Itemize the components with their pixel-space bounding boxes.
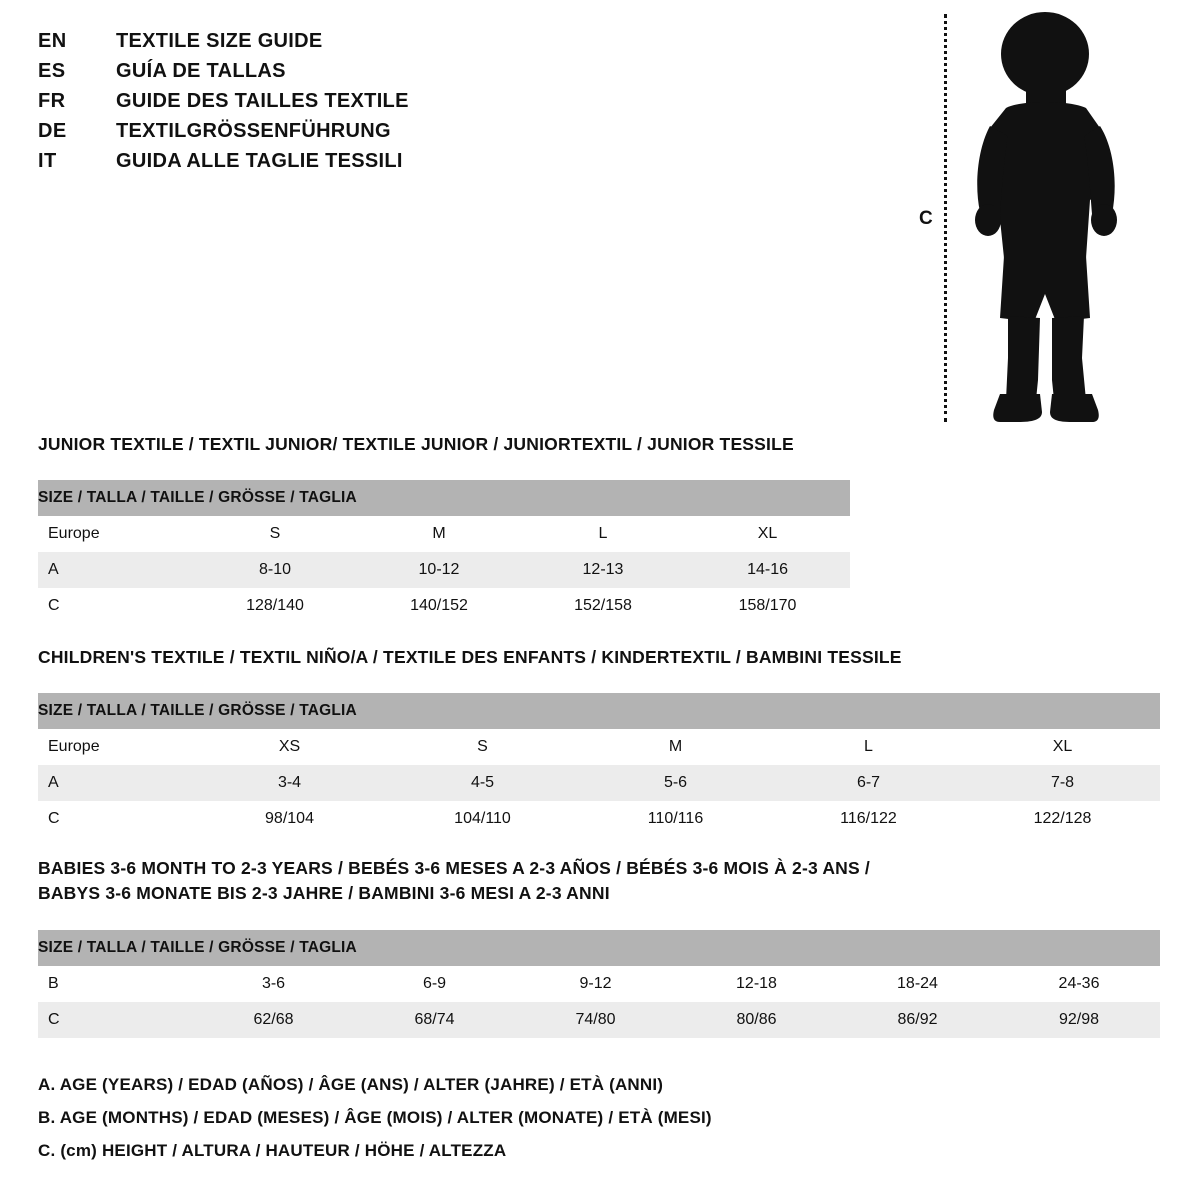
table-babies [38, 930, 1160, 1038]
table-band-children: SIZE / TALLA / TAILLE / GRÖSSE / TAGLIA [38, 693, 1160, 729]
row-label: Europe [38, 729, 193, 765]
table-cell: 18-24 [837, 966, 998, 1002]
table-cell: 62/68 [193, 1002, 354, 1038]
table-cell: 80/86 [676, 1002, 837, 1038]
section-title-children: CHILDREN'S TEXTILE / TEXTIL NIÑO/A / TEXTILE DES ENFANTS / KINDERTEXTIL / BAMBINI TESSILE [38, 647, 902, 667]
table-cell: L [521, 516, 685, 552]
footnote-list [38, 1068, 1038, 1167]
table-cell: 122/128 [965, 801, 1160, 837]
table-cell: 5-6 [579, 765, 772, 801]
table-cell: 128/140 [193, 588, 357, 624]
table-cell: 104/110 [386, 801, 579, 837]
footnote-c: C. (cm) HEIGHT / ALTURA / HAUTEUR / HÖHE / ALTEZZA [38, 1141, 507, 1161]
language-title: TEXTILE SIZE GUIDE [116, 30, 323, 52]
row-label: A [38, 552, 193, 588]
language-code: EN [38, 30, 67, 52]
table-cell: 10-12 [357, 552, 521, 588]
table-band-junior: SIZE / TALLA / TAILLE / GRÖSSE / TAGLIA [38, 480, 850, 516]
row-label: C [38, 588, 193, 624]
footnote-b: B. AGE (MONTHS) / EDAD (MESES) / ÂGE (MOIS) / ALTER (MONATE) / ETÀ (MESI) [38, 1108, 712, 1128]
row-label: B [38, 966, 193, 1002]
language-code: IT [38, 150, 57, 172]
table-cell: 6-7 [772, 765, 965, 801]
section-title-babies-line1: BABIES 3-6 MONTH TO 2-3 YEARS / BEBÉS 3-6 MESES A 2-3 AÑOS / BÉBÉS 3-6 MOIS À 2-3 ANS / [38, 858, 870, 878]
table-band-babies: SIZE / TALLA / TAILLE / GRÖSSE / TAGLIA [38, 930, 1160, 966]
table-cell: M [579, 729, 772, 765]
table-cell: 24-36 [998, 966, 1160, 1002]
table-cell: M [357, 516, 521, 552]
table-cell: 152/158 [521, 588, 685, 624]
measure-c-label: C [916, 206, 936, 232]
language-row [38, 120, 558, 150]
language-row [38, 150, 558, 180]
table-cell: XL [965, 729, 1160, 765]
table-cell: L [772, 729, 965, 765]
language-title: GUÍA DE TALLAS [116, 60, 286, 82]
table-cell: 116/122 [772, 801, 965, 837]
table-cell: 9-12 [515, 966, 676, 1002]
table-row [38, 693, 1160, 729]
table-junior [38, 480, 850, 624]
table-row [38, 588, 850, 624]
child-silhouette-icon [940, 8, 1150, 428]
language-row [38, 90, 558, 120]
table-row [38, 1002, 1160, 1038]
height-measure-figure [900, 8, 1160, 428]
table-cell: 6-9 [354, 966, 515, 1002]
table-cell: 14-16 [685, 552, 850, 588]
table-cell: 7-8 [965, 765, 1160, 801]
table-cell: 92/98 [998, 1002, 1160, 1038]
table-cell: S [193, 516, 357, 552]
table-cell: S [386, 729, 579, 765]
language-title: GUIDA ALLE TAGLIE TESSILI [116, 150, 403, 172]
table-cell: 140/152 [357, 588, 521, 624]
table-children [38, 693, 1160, 837]
section-title-babies [38, 856, 998, 907]
table-cell: 158/170 [685, 588, 850, 624]
table-cell: XS [193, 729, 386, 765]
language-title-list [38, 30, 558, 180]
table-row [38, 516, 850, 552]
language-title: TEXTILGRÖSSENFÜHRUNG [116, 120, 391, 142]
table-row [38, 966, 1160, 1002]
table-cell: 74/80 [515, 1002, 676, 1038]
table-cell: 86/92 [837, 1002, 998, 1038]
row-label: C [38, 1002, 193, 1038]
table-row [38, 930, 1160, 966]
row-label: A [38, 765, 193, 801]
language-code: DE [38, 120, 67, 142]
language-code: FR [38, 90, 66, 112]
table-cell: XL [685, 516, 850, 552]
language-code: ES [38, 60, 66, 82]
row-label: Europe [38, 516, 193, 552]
row-label: C [38, 801, 193, 837]
table-row [38, 801, 1160, 837]
table-row [38, 765, 1160, 801]
table-cell: 8-10 [193, 552, 357, 588]
table-cell: 3-4 [193, 765, 386, 801]
table-row [38, 552, 850, 588]
table-cell: 12-13 [521, 552, 685, 588]
language-row [38, 60, 558, 90]
table-row [38, 729, 1160, 765]
table-cell: 4-5 [386, 765, 579, 801]
table-cell: 12-18 [676, 966, 837, 1002]
language-row [38, 30, 558, 60]
section-title-junior: JUNIOR TEXTILE / TEXTIL JUNIOR/ TEXTILE JUNIOR / JUNIORTEXTIL / JUNIOR TESSILE [38, 434, 794, 454]
language-title: GUIDE DES TAILLES TEXTILE [116, 90, 409, 112]
table-cell: 98/104 [193, 801, 386, 837]
table-row [38, 480, 850, 516]
footnote-a: A. AGE (YEARS) / EDAD (AÑOS) / ÂGE (ANS) / ALTER (JAHRE) / ETÀ (ANNI) [38, 1075, 664, 1094]
table-cell: 3-6 [193, 966, 354, 1002]
table-cell: 110/116 [579, 801, 772, 837]
table-cell: 68/74 [354, 1002, 515, 1038]
section-title-babies-line2: BABYS 3-6 MONATE BIS 2-3 JAHRE / BAMBINI 3-6 MESI A 2-3 ANNI [38, 883, 610, 904]
